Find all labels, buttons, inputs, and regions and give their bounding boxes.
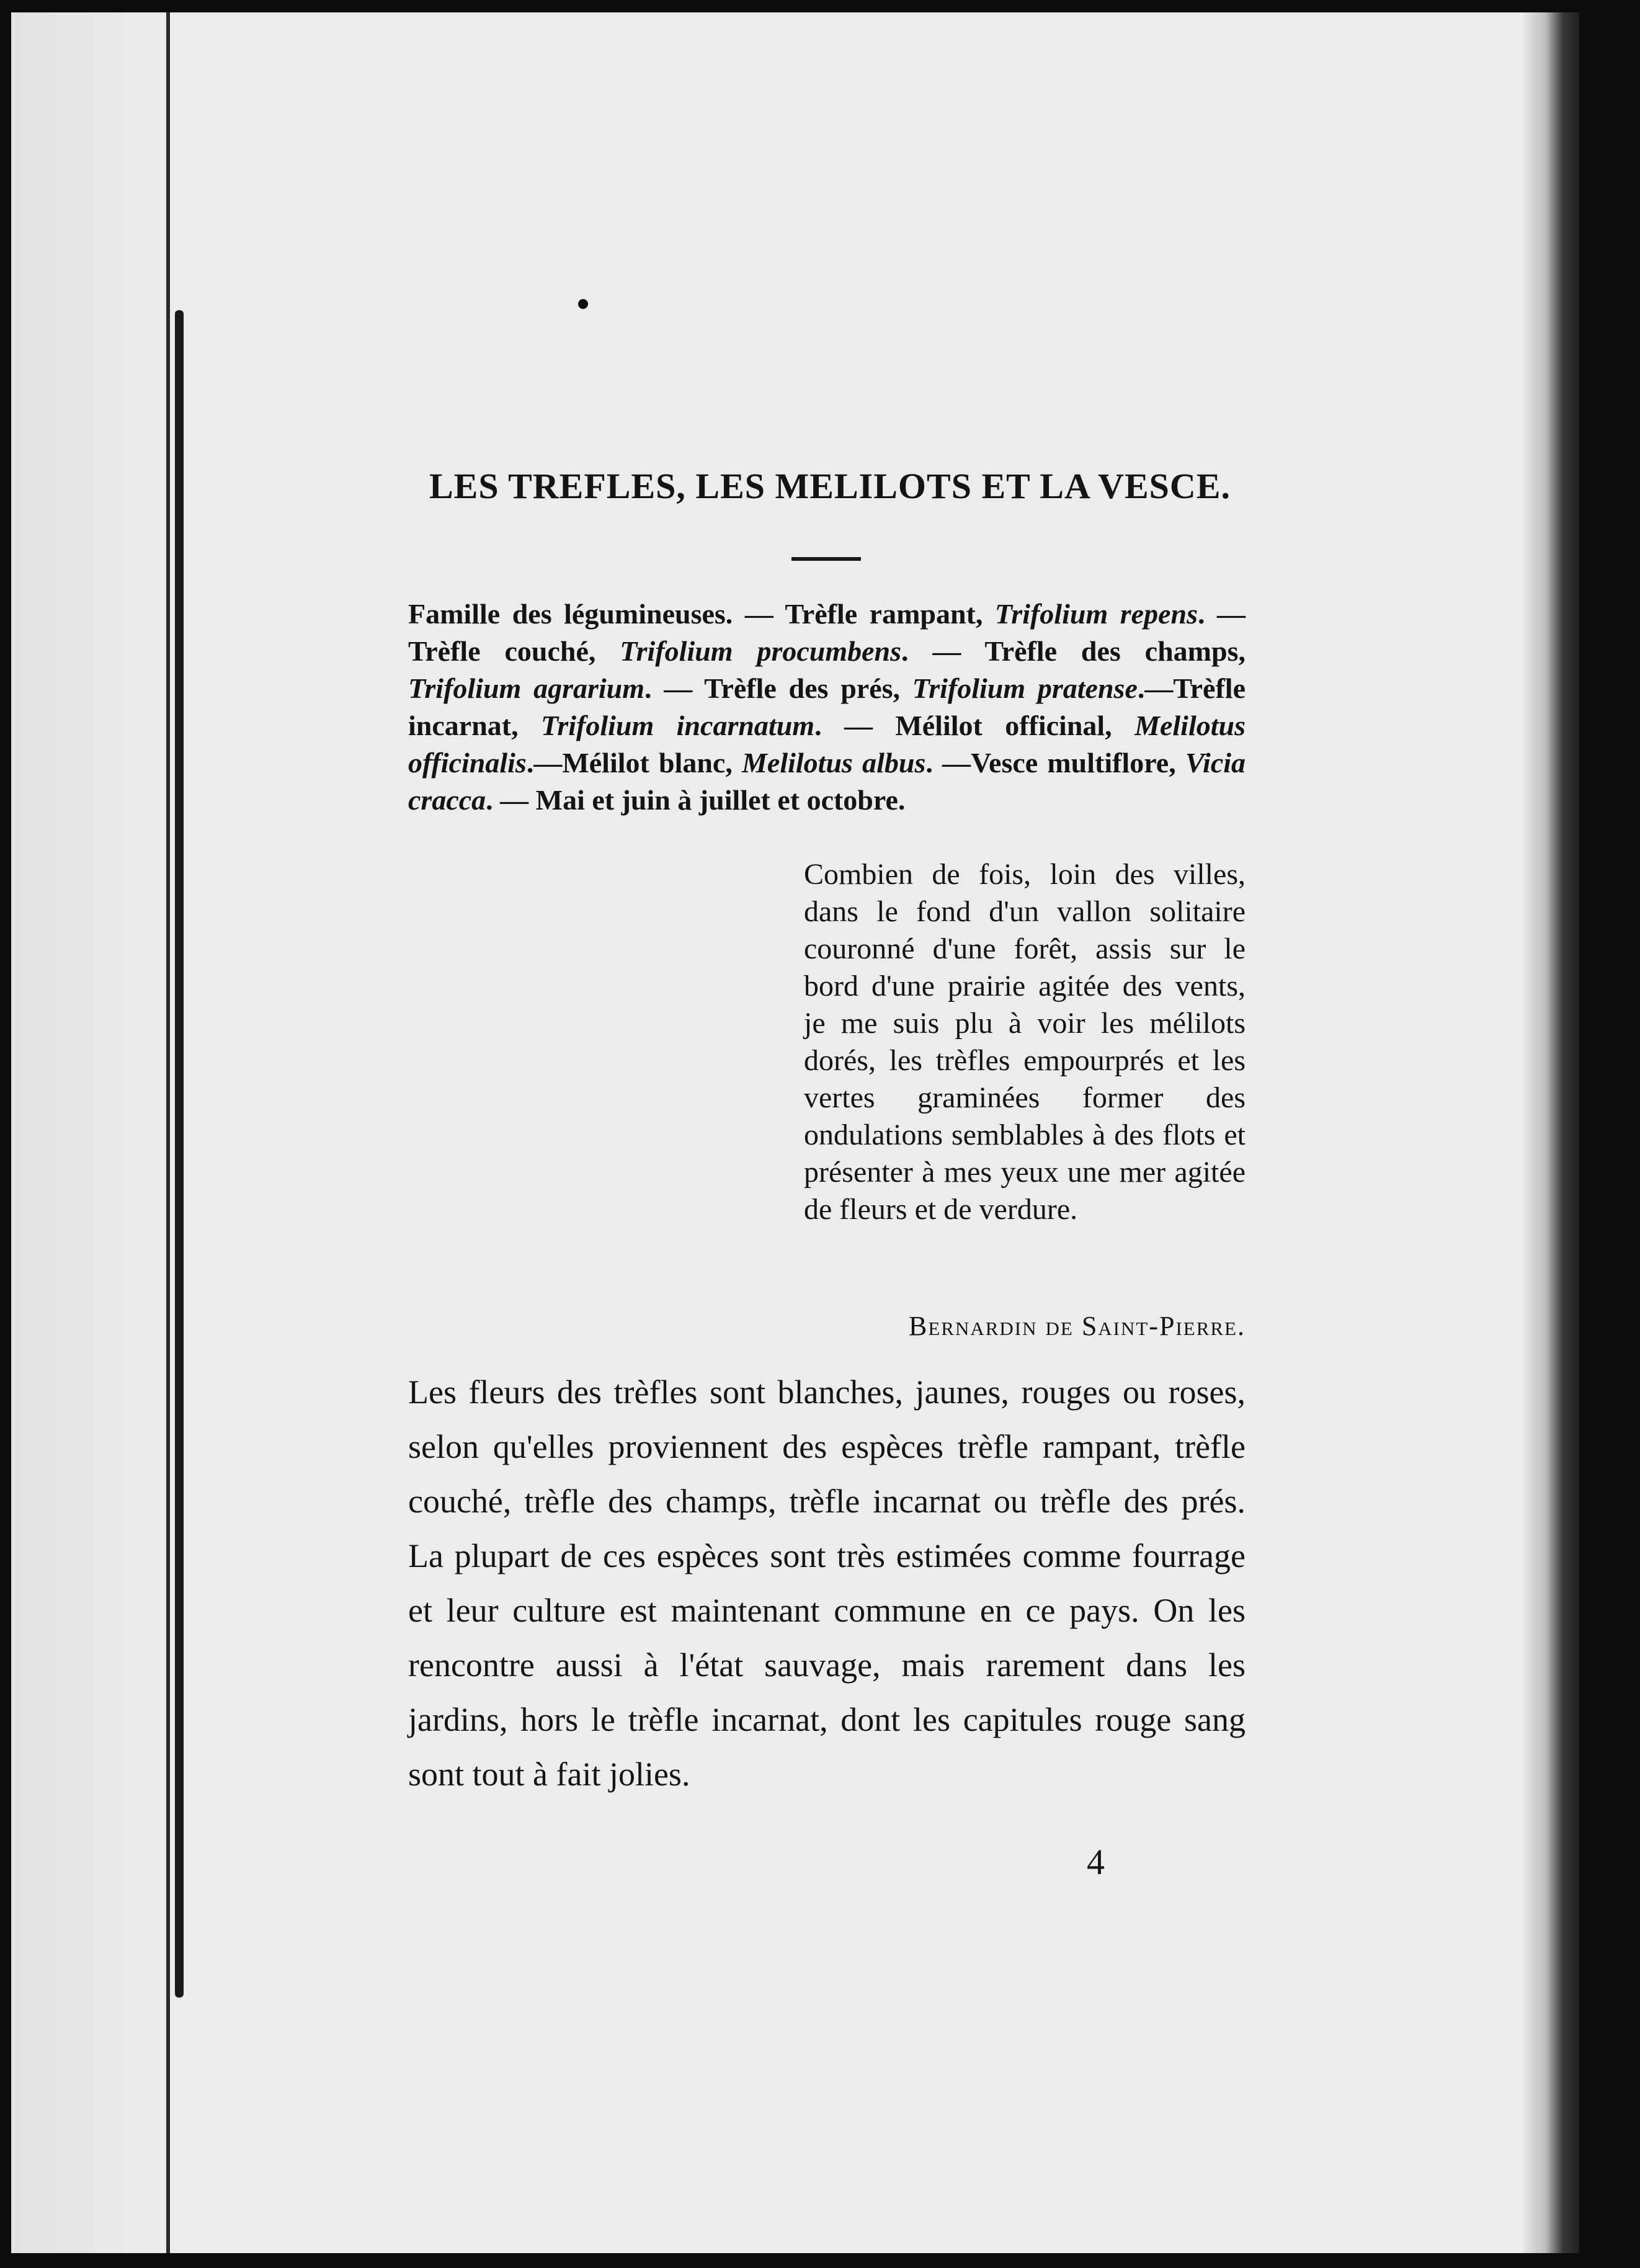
species-latin-name: Trifolium pratense: [912, 672, 1138, 704]
species-latin-name: Trifolium repens: [994, 598, 1198, 630]
species-text: Famille des légumineuses. — Trèfle rampant,: [408, 598, 995, 630]
epigraph-author: Bernardin de Saint-Pierre.: [908, 1311, 1246, 1341]
species-text: .—Mélilot blanc,: [526, 747, 742, 779]
species-text: . — Trèfle couché,: [408, 598, 1246, 667]
species-latin-name: Melilotus albus: [742, 747, 926, 779]
chapter-title: LES TREFLES, LES MELILOTS ET LA VESCE.: [429, 466, 1231, 506]
species-text: . — Mélilot officinal,: [814, 710, 1135, 741]
body-paragraph: Les fleurs des trèfles sont blanches, jaunes, rouges ou roses, selon qu'elles proviennent des espèces trèfle rampant, trèfle couché, trèfle des champs, trèfle incarnat ou trèfle des prés. La plupart de ces espèces sont très estimées comme fourrage et leur culture est maintenant commune en ce pays. On les rencontre aussi à l'état sauvage, mais rarement dans les jardins, hors le trèfle incarnat, dont les capitules rouge sang sont tout à fait jolies.: [408, 1373, 1246, 1793]
species-latin-name: Trifolium procumbens: [620, 635, 902, 667]
species-text: .—Trèfle incarnat,: [408, 672, 1246, 741]
species-text: . —Vesce multiflore,: [925, 747, 1185, 779]
ink-dot: [578, 299, 588, 309]
page-number: 4: [1087, 1842, 1105, 1882]
species-text: . — Trèfle des prés,: [644, 672, 912, 704]
book-page: [11, 12, 1579, 2253]
species-latin-name: Vicia cracca: [408, 747, 1246, 816]
title-rule: [791, 557, 861, 561]
species-text: . — Mai et juin à juillet et octobre.: [486, 784, 906, 816]
gutter-line: [166, 12, 170, 2253]
species-list: [408, 596, 1246, 819]
species-text: . — Trèfle des champs,: [901, 635, 1246, 667]
page-right-edge: [1523, 12, 1579, 2253]
species-latin-name: Trifolium agrarium: [408, 672, 645, 704]
epigraph: Combien de fois, loin des villes, dans le fond d'un vallon solitaire couronné d'une forêt, assis sur le bord d'une prairie agitée des vents, je me suis plu à voir les mélilots dorés, les trèfles empourprés et les vertes graminées former des ondulations semblables à des flots et présenter à mes yeux une mer agitée de fleurs et de verdure.: [804, 858, 1246, 1226]
gutter-shadow: [11, 12, 166, 2253]
species-latin-name: Trifolium incarnatum: [540, 710, 815, 741]
species-latin-name: Melilotus officinalis: [408, 710, 1246, 779]
binding-edge: [175, 310, 184, 1998]
